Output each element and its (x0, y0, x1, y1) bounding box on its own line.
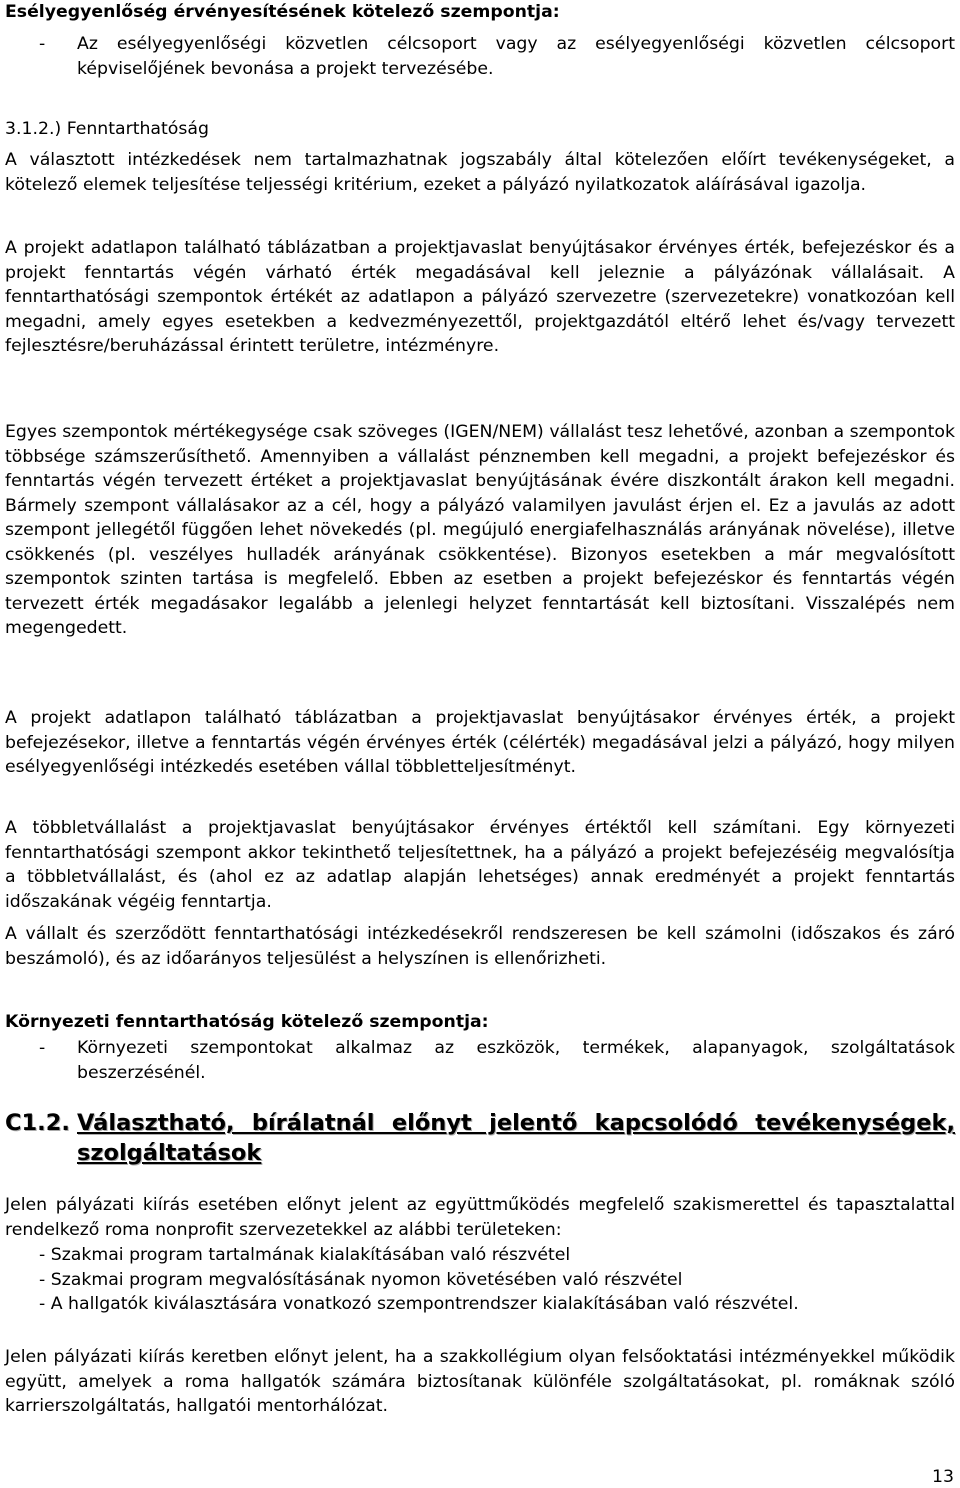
list-dash: - (39, 34, 46, 54)
korny-list-item (5, 1036, 955, 1085)
paragraph-4: A projekt adatlapon található táblázatban a projektjavaslat benyújtásakor érvényes érték, a projekt befejezésekor, illetve a fenntartás végén érvényes érték (célérték) megadásával jelzi a pályázó, hogy milyen esélyegyenlőségi intézkedés esetében vállal többletteljesítményt. (5, 708, 955, 777)
paragraph-2: A projekt adatlapon található táblázatban a projektjavaslat benyújtásakor érvényes érték, befejezéskor és a projekt fenntartás végén várható érték megadásával kell jeleznie a pályázónak vállalásait. A fenntarthatósági szempontok értékét az adatlapon a pályázó szervezetre (szervezetekre) vonatkozóan kell megadni, amely egyes esetekben a kedvezményezettől, projektgazdától eltérő lehet és/vagy tervezett fejlesztésre/beruházással érintett területre, intézményre. (5, 238, 955, 356)
section-title (77, 1108, 955, 1168)
page-number: 13 (932, 1467, 954, 1487)
subheading-fenntarthatosag: 3.1.2.) Fenntarthatóság (5, 119, 209, 139)
heading-kornyezeti: Környezeti fenntarthatóság kötelező szempontja: (5, 1012, 489, 1032)
section-title-text: Választható, bírálatnál előnyt jelentő kapcsolódó tevékenységek, szolgáltatások (77, 1110, 955, 1166)
benefit-list (5, 1243, 955, 1317)
paragraph-3: Egyes szempontok mértékegysége csak szöveges (IGEN/NEM) vállalást tesz lehetővé, azonban a szempontok többsége számszerűsíthető. Amennyiben a vállalást pénznemben kell megadni, a projekt befejezéskor és fenntartás végén tervezett értéket a projektjavaslat benyújtásának évére diszkontált árakon kell megadni. Bármely szempont vállalásakor az a cél, hogy a pályázó valamilyen javulást érjen el. Ez a javulás az adott szempont jellegétől függően lehet növekedés (pl. megújuló energiafelhasználás arányának növelése), illetve csökkenés (pl. veszélyes hulladék arányának csökkentése). Bizonyos esetekben a már megvalósított szempontok szinten tartása is megfelelő. Ebben az esetben a projekt befejezéskor és fenntartás végén tervezett érték megadásakor legalább a jelenlegi helyzet fenntartását kell biztosítani. Visszalépés nem megengedett. (5, 422, 955, 638)
section-number: C1.2. (5, 1110, 70, 1136)
esely-list-item (5, 32, 955, 81)
paragraph-7: Jelen pályázati kiírás esetében előnyt jelent az együttműködés megfelelő szakismerettel és tapasztalattal rendelkező roma nonprofit szervezetekkel az alábbi területeken: (5, 1195, 955, 1240)
list-item-text: Az esélyegyenlőségi közvetlen célcsoport vagy az esélyegyenlőségi közvetlen célcsoport képviselőjének bevonása a projekt tervezésébe. (77, 34, 955, 79)
paragraph-8: Jelen pályázati kiírás keretben előnyt jelent, ha a szakkollégium olyan felsőoktatási intézményekkel működik együtt, amelyek a roma hallgatók számára biztosítanak különféle szolgáltatásokat, pl. romáknak szóló karrierszolgáltatás, hallgatói mentorhálózat. (5, 1347, 955, 1416)
paragraph-1: A választott intézkedések nem tartalmazhatnak jogszabály által kötelezően előírt tevékenységeket, a kötelező elemek teljesítése teljességi kritérium, ezeket a pályázó nyilatkozatok aláírásával igazolja. (5, 150, 955, 195)
list-dash: - (39, 1038, 46, 1058)
section-heading-c12 (5, 1108, 955, 1168)
list-item: - A hallgatók kiválasztására vonatkozó szempontrendszer kialakításában való részvétel. (39, 1294, 799, 1314)
heading-esely: Esélyegyenlőség érvényesítésének kötelező szempontja: (5, 2, 560, 22)
paragraph-5: A többletvállalást a projektjavaslat benyújtásakor érvényes értéktől kell számítani. Egy környezeti fenntarthatósági szempont akkor tekinthető teljesítettnek, ha a pályázó a projekt befejezéséig megvalósítja a többletvállalást, és (ahol ez az adatlap alapján lehetséges) annak eredményét a projekt fenntartás időszakának végéig fenntartja. (5, 818, 955, 912)
list-item-text: Környezeti szempontokat alkalmaz az eszközök, termékek, alapanyagok, szolgáltatások beszerzésénél. (77, 1038, 955, 1083)
list-item: - Szakmai program megvalósításának nyomon követésében való részvétel (39, 1269, 683, 1290)
paragraph-6: A vállalt és szerződött fenntarthatósági intézkedésekről rendszeresen be kell számolni (időszakos és záró beszámoló), és az időarányos teljesülést a helyszínen is ellenőrizheti. (5, 924, 955, 969)
list-item: - Szakmai program tartalmának kialakításában való részvétel (39, 1245, 571, 1265)
